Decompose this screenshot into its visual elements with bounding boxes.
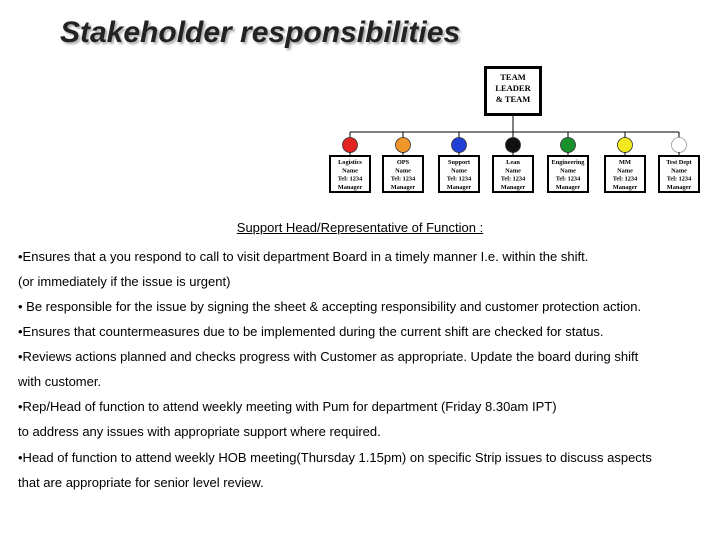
node-dot bbox=[561, 138, 576, 153]
department-box-label: Manager bbox=[337, 183, 363, 191]
department-box-label: Test Dept bbox=[666, 159, 692, 166]
page-title: Stakeholder responsibilities bbox=[60, 16, 461, 49]
department-box-label: Name bbox=[671, 167, 687, 175]
department-box-label: Name bbox=[505, 167, 521, 175]
node-dot bbox=[452, 138, 467, 153]
bullet-line: •Ensures that countermeasures due to be implemented during the current shift are checked for status. bbox=[18, 324, 604, 339]
department-box-label: Manager bbox=[500, 183, 526, 191]
node-dot bbox=[396, 138, 411, 153]
department-box-label: Manager bbox=[666, 183, 692, 191]
department-box-label: Lean bbox=[506, 159, 520, 166]
bullet-line: •Reviews actions planned and checks progress with Customer as appropriate. Update the board during shift bbox=[18, 349, 639, 364]
department-box-label: Tel: 1234 bbox=[666, 175, 692, 183]
node-dot bbox=[506, 138, 521, 153]
department-box-label: OPS bbox=[396, 159, 410, 166]
department-box-label: Manager bbox=[390, 183, 416, 191]
bullet-line: with customer. bbox=[18, 374, 102, 389]
bullet-line: •Ensures that a you respond to call to visit department Board in a timely manner I.e. within the shift. bbox=[18, 249, 589, 264]
department-box-label: Name bbox=[617, 167, 633, 175]
department-box-label: Manager bbox=[555, 183, 581, 191]
department-box-label: Name bbox=[395, 167, 411, 175]
department-box-label: Logistics bbox=[338, 159, 362, 166]
section-subheading: Support Head/Representative of Function : bbox=[236, 220, 484, 235]
top-box-label: LEADER bbox=[495, 83, 531, 93]
top-box-label: TEAM bbox=[500, 72, 526, 82]
department-box-label: Name bbox=[451, 167, 467, 175]
node-dot bbox=[343, 138, 358, 153]
node-dot bbox=[672, 138, 687, 153]
department-box-label: Tel: 1234 bbox=[612, 175, 638, 183]
bullet-line: that are appropriate for senior level review. bbox=[18, 475, 264, 490]
bullet-line: •Head of function to attend weekly HOB meeting(Thursday 1.15pm) on specific Strip issues to discuss aspects bbox=[18, 450, 652, 465]
department-box-label: Engineering bbox=[551, 159, 585, 166]
bullet-line: • Be responsible for the issue by signing the sheet & accepting responsibility and customer protection action. bbox=[18, 299, 642, 314]
department-box-label: Tel: 1234 bbox=[337, 175, 363, 183]
top-box-label: & TEAM bbox=[495, 94, 531, 104]
department-box-label: Name bbox=[560, 167, 576, 175]
department-box-label: Manager bbox=[612, 183, 638, 191]
bullet-line: to address any issues with appropriate support where required. bbox=[18, 424, 381, 439]
bullet-line: (or immediately if the issue is urgent) bbox=[18, 274, 231, 289]
org-chart bbox=[0, 0, 720, 200]
department-box-label: Name bbox=[342, 167, 358, 175]
department-box-label: MM bbox=[619, 159, 631, 166]
node-dot bbox=[618, 138, 633, 153]
department-box-label: Tel: 1234 bbox=[500, 175, 526, 183]
bullet-line: •Rep/Head of function to attend weekly meeting with Pum for department (Friday 8.30am IPT) bbox=[18, 399, 557, 414]
department-box-label: Tel: 1234 bbox=[390, 175, 416, 183]
department-box-label: Tel: 1234 bbox=[446, 175, 472, 183]
department-box-label: Tel: 1234 bbox=[555, 175, 581, 183]
department-box-label: Support bbox=[447, 159, 471, 166]
department-box-label: Manager bbox=[446, 183, 472, 191]
